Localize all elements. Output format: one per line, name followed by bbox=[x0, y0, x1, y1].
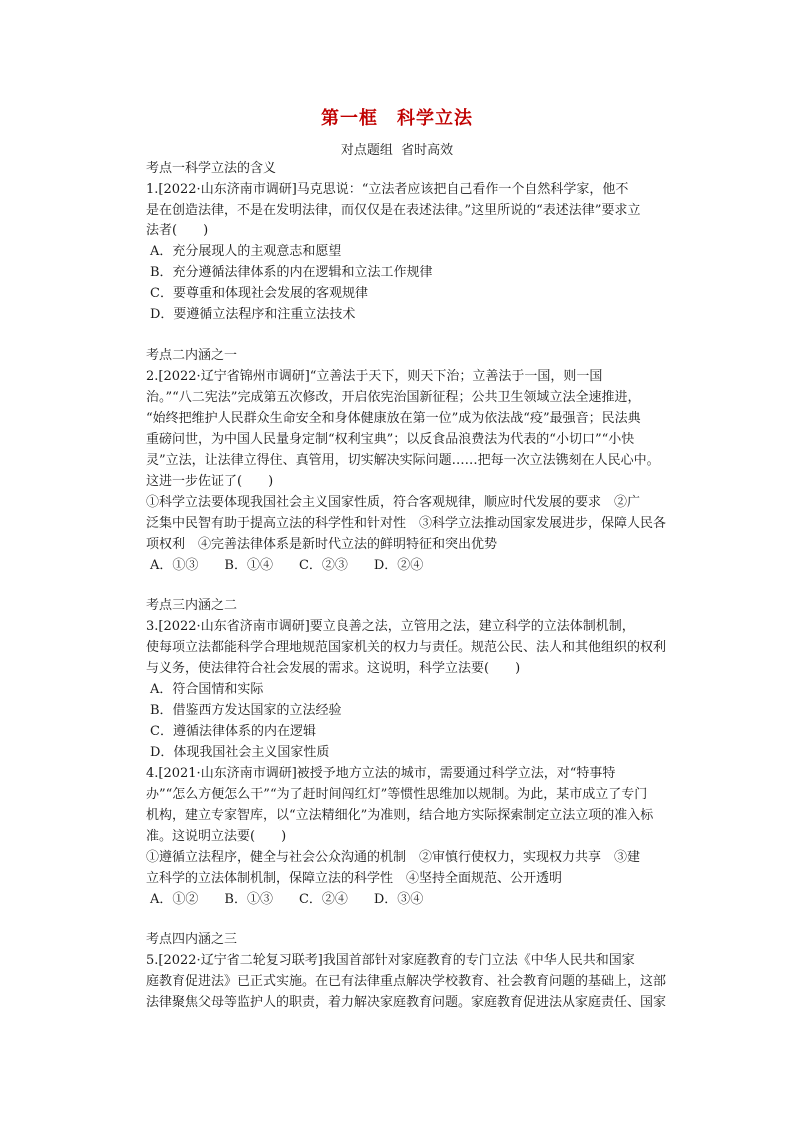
question-text: 灵”立法，让法律立得住、真管用，切实解决实际问题……把每一次立法镌刻在人民心中。 bbox=[146, 453, 660, 468]
answer-option: B．借鉴西方发达国家的立法经验 bbox=[150, 703, 342, 718]
question-text: 机构，建立专家智库，以“立法精细化”为准则，结合地方实际探索制定立法立项的准入标 bbox=[146, 808, 654, 823]
statement-text: 立科学的立法体制机制，保障立法的科学性 ④坚持全面规范、公开透明 bbox=[146, 871, 563, 886]
answer-option: D．要遵循立法程序和注重立法技术 bbox=[150, 307, 356, 322]
question-text: “始终把维护人民群众生命安全和身体健康放在第一位”成为依法战“疫”最强音；民法典 bbox=[146, 411, 641, 426]
question-text: 1.[2022·山东济南市调研]马克思说：“立法者应该把自己看作一个自然科学家，他不 bbox=[146, 182, 629, 197]
statement-text: 泛集中民智有助于提高立法的科学性和针对性 ③科学立法推动国家发展进步，保障人民各 bbox=[146, 516, 667, 531]
section-heading: 考点四内涵之三 bbox=[146, 932, 238, 947]
statement-text: ①遵循立法程序，健全与社会公众沟通的机制 ②审慎行使权力，实现权力共享 ③建 bbox=[146, 850, 641, 865]
page-subtitle: 对点题组 省时高效 bbox=[340, 143, 454, 158]
answer-option: B．充分遵循法律体系的内在逻辑和立法工作规律 bbox=[150, 265, 433, 280]
question-text: 是在创造法律，不是在发明法律，而仅仅是在表述法律。”这里所说的“表述法律”要求立 bbox=[146, 203, 641, 218]
answer-options: A．①③ B．①④ C．②③ D．②④ bbox=[150, 558, 424, 573]
question-text: 法律聚焦父母等监护人的职责，着力解决家庭教育问题。家庭教育促进法从家庭责任、国家 bbox=[146, 995, 667, 1010]
statement-text: ①科学立法要体现我国社会主义国家性质，符合客观规律，顺应时代发展的要求 ②广 bbox=[146, 495, 641, 510]
question-text: 治。”“八二宪法”完成第五次修改，开启依宪治国新征程；公共卫生领域立法全速推进， bbox=[146, 390, 641, 405]
question-text: 4.[2021·山东济南市调研]被授予地方立法的城市，需要通过科学立法，对“特事特 bbox=[146, 766, 616, 781]
section-heading: 考点二内涵之一 bbox=[146, 348, 238, 363]
section-heading: 考点一科学立法的含义 bbox=[146, 161, 277, 176]
question-text: 5.[2022·辽宁省二轮复习联考]我国首部针对家庭教育的专门立法《中华人民共和国家 bbox=[146, 953, 635, 968]
question-text: 2.[2022·辽宁省锦州市调研]“立善法于天下，则天下治；立善法于一国，则一国 bbox=[146, 369, 603, 384]
question-text: 使每项立法都能科学合理地规范国家机关的权力与责任。规范公民、法人和其他组织的权利 bbox=[146, 640, 667, 655]
section-heading: 考点三内涵之二 bbox=[146, 598, 238, 613]
statement-text: 项权利 ④完善法律体系是新时代立法的鲜明特征和突出优势 bbox=[146, 537, 498, 552]
answer-option: A．充分展现人的主观意志和愿望 bbox=[150, 244, 342, 259]
question-text: 办”“怎么方便怎么干”“为了赶时间闯红灯”等惯性思维加以规制。为此，某市成立了专门 bbox=[146, 787, 648, 802]
question-text: 3.[2022·山东省济南市调研]要立良善之法，立管用之法，建立科学的立法体制机制， bbox=[146, 619, 635, 634]
answer-option: C．遵循法律体系的内在逻辑 bbox=[150, 724, 316, 739]
question-text: 准。这说明立法要( ) bbox=[146, 829, 287, 844]
answer-options: A．①② B．①③ C．②④ D．③④ bbox=[150, 892, 424, 907]
page-title: 第一框 科学立法 bbox=[321, 108, 473, 129]
answer-option: D．体现我国社会主义国家性质 bbox=[150, 745, 330, 760]
question-text: 重磅问世，为中国人民量身定制“权利宝典”；以反食品浪费法为代表的“小切口”“小快 bbox=[146, 432, 635, 447]
question-text: 这进一步佐证了( ) bbox=[146, 474, 274, 489]
answer-option: C．要尊重和体现社会发展的客观规律 bbox=[150, 286, 368, 301]
question-text: 庭教育促进法》已正式实施。在已有法律重点解决学校教育、社会教育问题的基础上，这部 bbox=[146, 974, 667, 989]
question-text: 法者( ) bbox=[146, 223, 209, 238]
answer-option: A．符合国情和实际 bbox=[150, 682, 264, 697]
question-text: 与义务，使法律符合社会发展的需求。这说明，科学立法要( ) bbox=[146, 661, 521, 676]
